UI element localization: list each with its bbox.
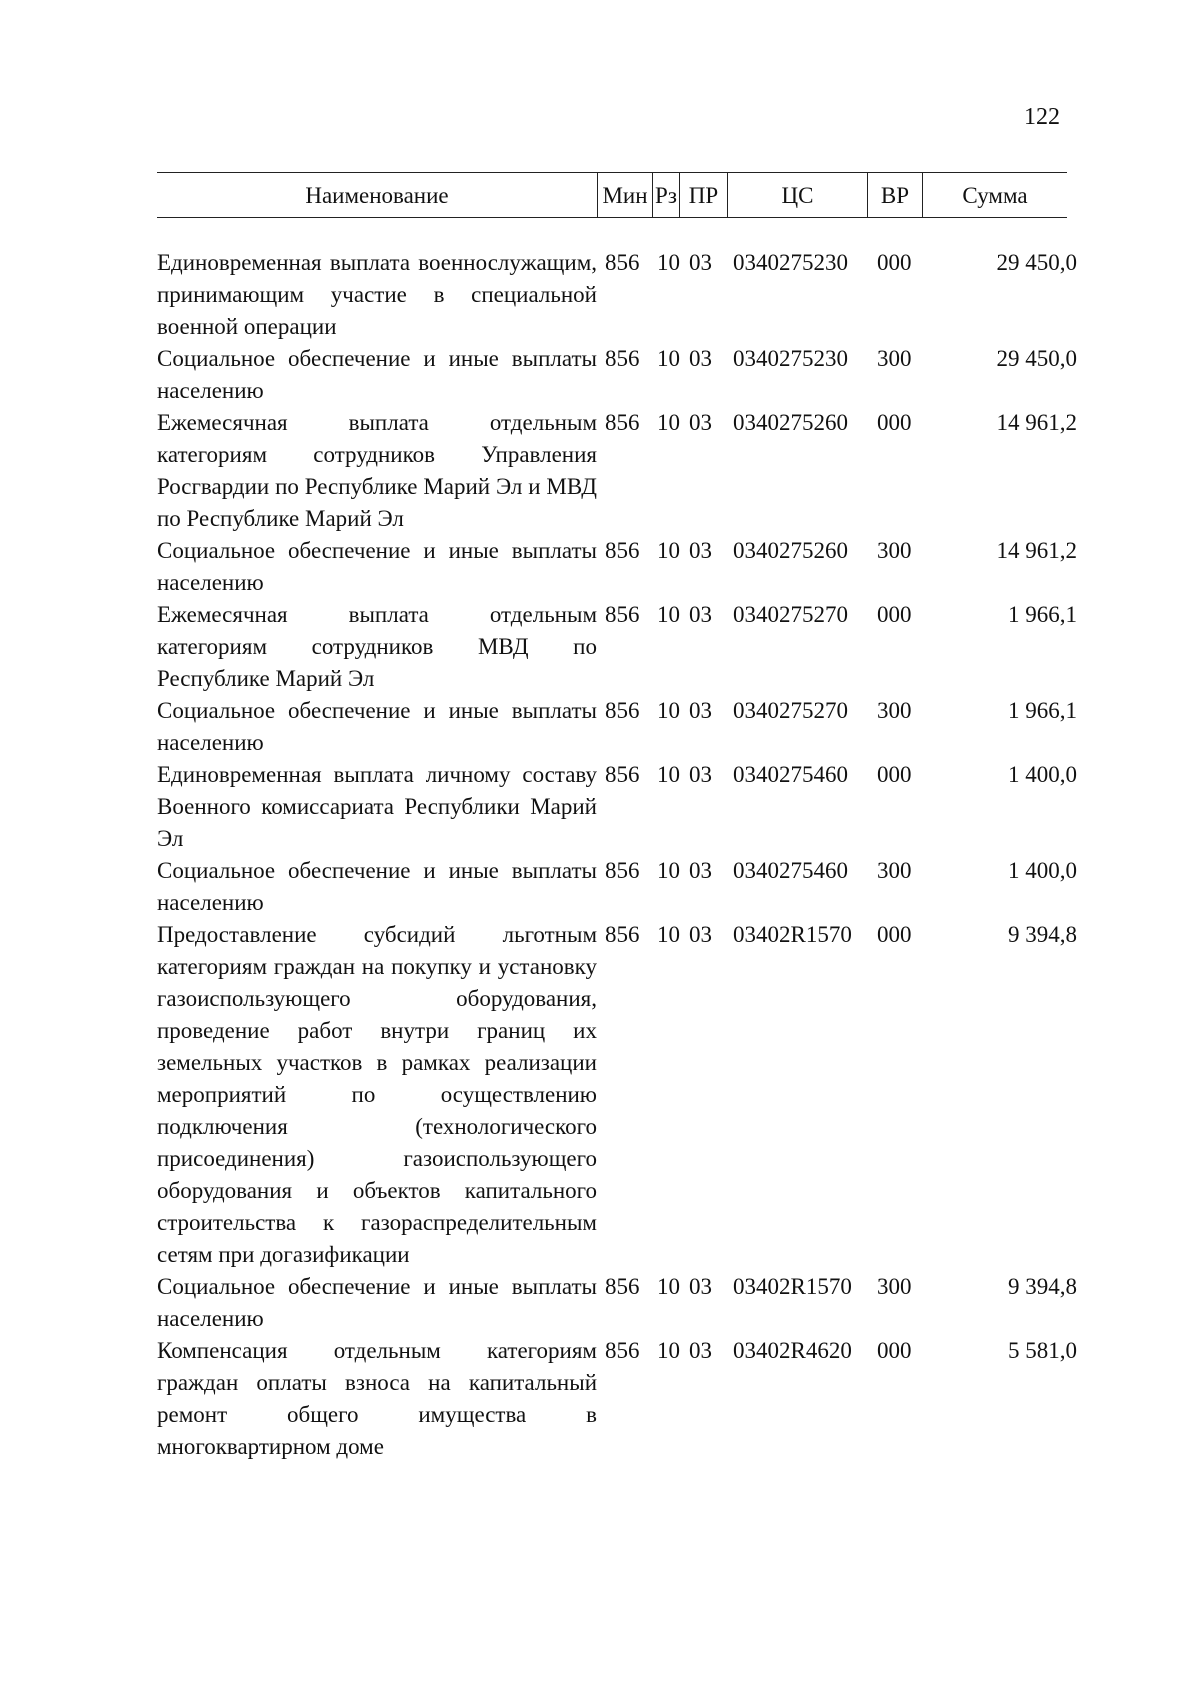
row-sum: 1 400,0	[1008, 762, 1077, 787]
row-rz: 10	[657, 410, 680, 435]
row-cs: 0340275270	[733, 602, 848, 627]
header-pr: ПР	[688, 183, 719, 208]
table-row	[157, 535, 1077, 599]
row-vr: 000	[877, 1338, 912, 1363]
row-rz: 10	[657, 1338, 680, 1363]
row-name: Социальное обеспечение и иные выплаты населению	[157, 346, 597, 403]
row-rz: 10	[657, 1274, 680, 1299]
row-cs: 03402R4620	[733, 1338, 852, 1363]
row-name: Социальное обеспечение и иные выплаты населению	[157, 1274, 597, 1331]
row-min: 856	[605, 1274, 640, 1299]
row-name: Предоставление субсидий льготным категориям граждан на покупку и установку газоиспользующего оборудования, проведение работ внутри границ их земельных участков в рамках реализации мероприятий по осуществлению подключения (технологического присоединения) газоиспользующего оборудования и объектов капитального строительства к газораспределительным сетям при догазификации	[157, 922, 597, 1267]
table-row	[157, 599, 1077, 695]
row-vr: 000	[877, 922, 912, 947]
row-cs: 0340275230	[733, 346, 848, 371]
row-pr: 03	[689, 346, 712, 371]
header-vr: ВР	[880, 183, 910, 208]
row-vr: 000	[877, 602, 912, 627]
page-number: 122	[1024, 104, 1060, 130]
row-cs: 0340275230	[733, 250, 848, 275]
row-min: 856	[605, 922, 640, 947]
header-bottom-rule	[157, 217, 1067, 218]
table-row	[157, 247, 1077, 343]
row-name: Компенсация отдельным категориям граждан оплаты взноса на капитальный ремонт общего имущества в многоквартирном доме	[157, 1338, 597, 1459]
header-name: Наименование	[305, 183, 449, 208]
table-header	[157, 172, 1067, 222]
row-vr: 300	[877, 346, 912, 371]
row-sum: 9 394,8	[1008, 1274, 1077, 1299]
row-vr: 300	[877, 698, 912, 723]
table-row	[157, 695, 1077, 759]
row-pr: 03	[689, 250, 712, 275]
row-pr: 03	[689, 1274, 712, 1299]
row-rz: 10	[657, 762, 680, 787]
row-rz: 10	[657, 538, 680, 563]
row-sum: 9 394,8	[1008, 922, 1077, 947]
row-cs: 0340275460	[733, 762, 848, 787]
row-min: 856	[605, 250, 640, 275]
row-min: 856	[605, 538, 640, 563]
row-rz: 10	[657, 346, 680, 371]
row-min: 856	[605, 602, 640, 627]
row-rz: 10	[657, 602, 680, 627]
row-pr: 03	[689, 602, 712, 627]
table-row	[157, 407, 1077, 535]
row-cs: 03402R1570	[733, 1274, 852, 1299]
header-cs: ЦС	[781, 183, 814, 208]
row-min: 856	[605, 762, 640, 787]
row-vr: 000	[877, 410, 912, 435]
table-row	[157, 855, 1077, 919]
row-sum: 29 450,0	[996, 346, 1077, 371]
row-pr: 03	[689, 538, 712, 563]
row-rz: 10	[657, 922, 680, 947]
row-sum: 29 450,0	[996, 250, 1077, 275]
table-row	[157, 759, 1077, 855]
row-sum: 1 966,1	[1008, 698, 1077, 723]
row-min: 856	[605, 858, 640, 883]
row-sum: 1 966,1	[1008, 602, 1077, 627]
table-row	[157, 919, 1077, 1271]
row-cs: 0340275270	[733, 698, 848, 723]
row-pr: 03	[689, 1338, 712, 1363]
row-rz: 10	[657, 858, 680, 883]
row-cs: 03402R1570	[733, 922, 852, 947]
row-vr: 000	[877, 250, 912, 275]
header-rz: Рз	[655, 183, 677, 208]
row-name: Социальное обеспечение и иные выплаты населению	[157, 698, 597, 755]
table-row	[157, 1271, 1077, 1335]
row-pr: 03	[689, 410, 712, 435]
row-vr: 300	[877, 858, 912, 883]
row-min: 856	[605, 1338, 640, 1363]
row-name: Ежемесячная выплата отдельным категориям сотрудников Управления Росгвардии по Республике Марий Эл и МВД по Республике Марий Эл	[157, 410, 597, 531]
row-vr: 300	[877, 538, 912, 563]
row-rz: 10	[657, 250, 680, 275]
row-pr: 03	[689, 762, 712, 787]
budget-table	[157, 247, 1077, 1463]
row-vr: 300	[877, 1274, 912, 1299]
row-rz: 10	[657, 698, 680, 723]
header-top-rule	[157, 172, 1067, 173]
row-sum: 14 961,2	[996, 538, 1077, 563]
row-sum: 1 400,0	[1008, 858, 1077, 883]
row-pr: 03	[689, 858, 712, 883]
row-sum: 5 581,0	[1008, 1338, 1077, 1363]
row-min: 856	[605, 346, 640, 371]
row-sum: 14 961,2	[996, 410, 1077, 435]
row-pr: 03	[689, 922, 712, 947]
row-name: Социальное обеспечение и иные выплаты населению	[157, 858, 597, 915]
row-pr: 03	[689, 698, 712, 723]
row-name: Единовременная выплата военнослужащим, принимающим участие в специальной военной операции	[157, 250, 597, 339]
table-row	[157, 343, 1077, 407]
row-name: Социальное обеспечение и иные выплаты населению	[157, 538, 597, 595]
row-vr: 000	[877, 762, 912, 787]
row-min: 856	[605, 410, 640, 435]
header-min: Мин	[602, 183, 648, 208]
row-cs: 0340275260	[733, 538, 848, 563]
row-name: Ежемесячная выплата отдельным категориям сотрудников МВД по Республике Марий Эл	[157, 602, 597, 691]
header-sum: Сумма	[962, 183, 1028, 208]
row-min: 856	[605, 698, 640, 723]
row-cs: 0340275260	[733, 410, 848, 435]
row-name: Единовременная выплата личному составу Военного комиссариата Республики Марий Эл	[157, 762, 597, 851]
row-cs: 0340275460	[733, 858, 848, 883]
table-row	[157, 1335, 1077, 1463]
